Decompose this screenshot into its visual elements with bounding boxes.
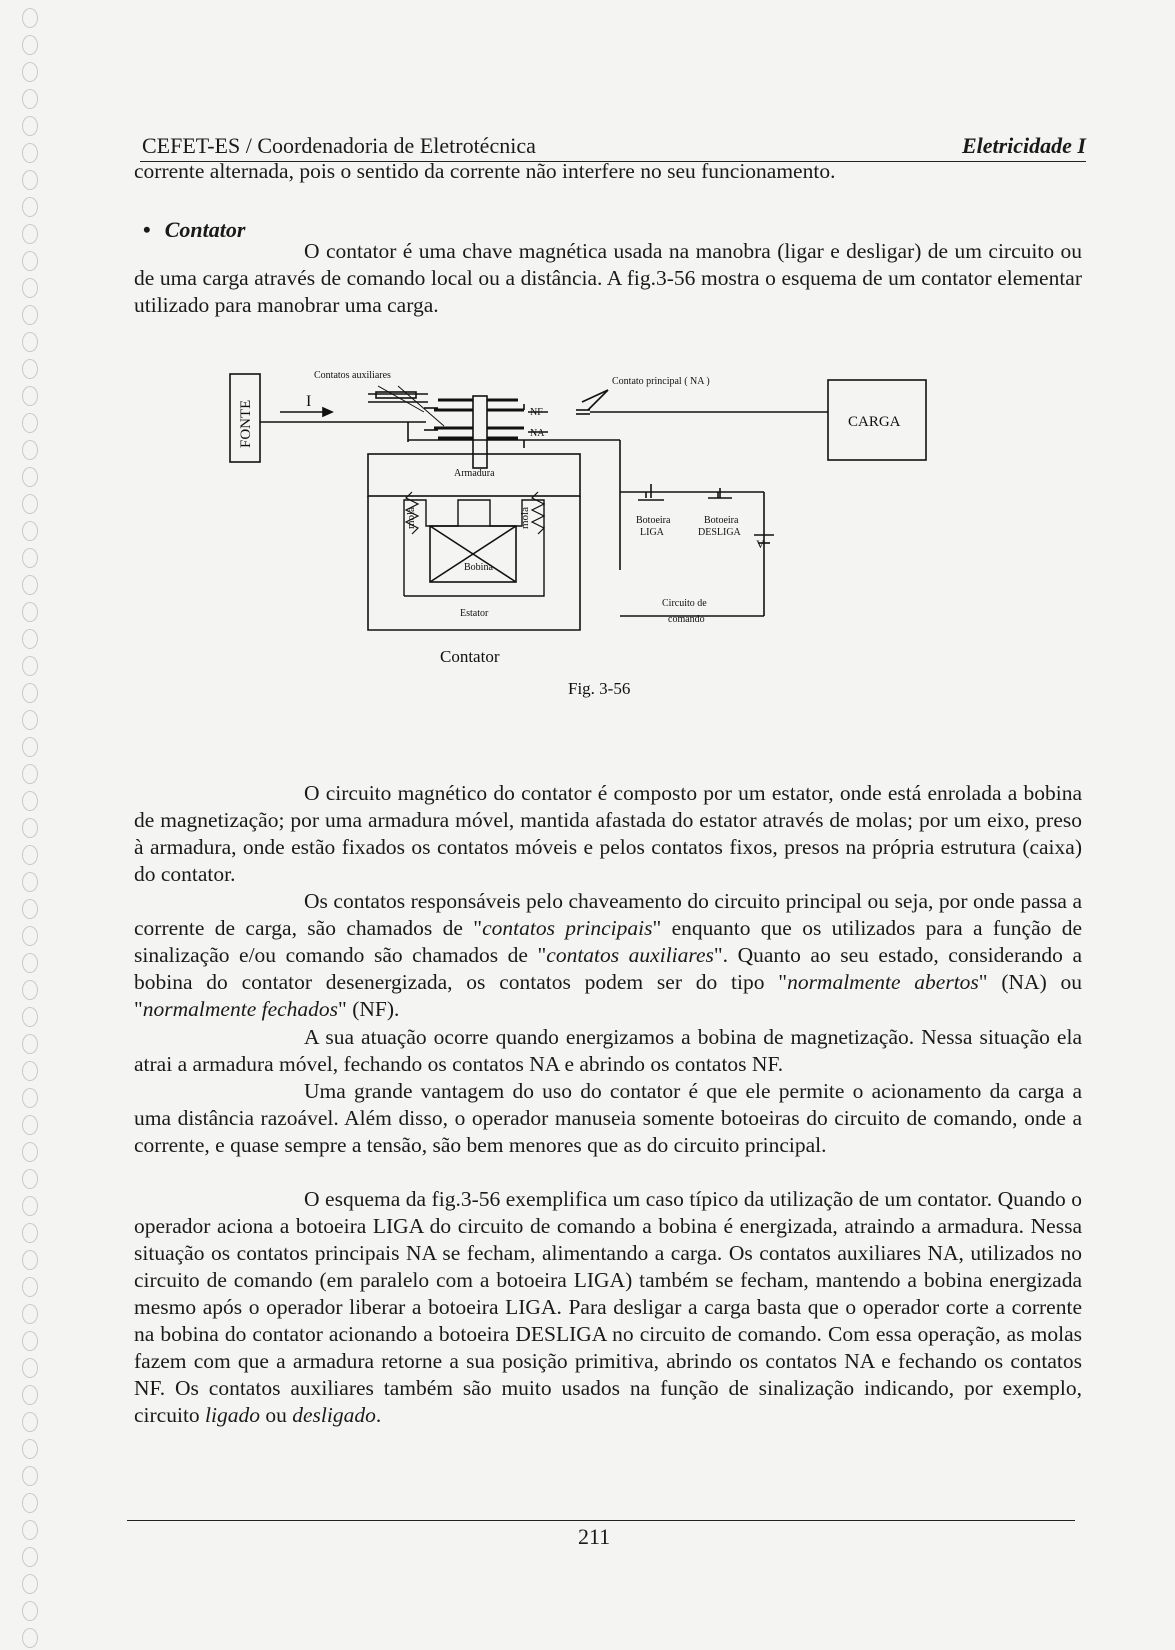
binding-hole: [22, 1169, 38, 1189]
binding-hole: [22, 1007, 38, 1027]
binding-hole: [22, 926, 38, 946]
binding-hole: [22, 1223, 38, 1243]
binding-hole: [22, 521, 38, 541]
intro-line: corrente alternada, pois o sentido da corrente não interfere no seu funcionamento.: [134, 159, 836, 183]
label-botoeira-desliga-1: Botoeira: [704, 515, 739, 526]
binding-hole: [22, 1358, 38, 1378]
binding-hole: [22, 1385, 38, 1405]
label-bobina: Bobina: [464, 562, 493, 573]
binding-hole: [22, 1061, 38, 1081]
paragraph-contacts: Os contatos responsáveis pelo chaveamento do circuito principal ou seja, por onde passa a corrente de carga, são chamados de "contatos principais" enquanto que os utilizados para a função de sinalização e/ou comando são chamados de "contatos auxiliares". Quanto ao seu estado, considerando a bobina do contator desenergizada, os contatos podem ser do tipo "normalmente abertos" (NA) ou "normalmente fechados" (NF).: [134, 889, 1083, 1021]
binding-hole: [22, 1493, 38, 1513]
binding-hole: [22, 737, 38, 757]
binding-hole: [22, 413, 38, 433]
paragraph-example: O esquema da fig.3-56 exemplifica um caso típico da utilização de um contator. Quando o operador aciona a botoeira LIGA do circuito de comando a bobina é energizada, atraindo a armadura. Nessa situação os contatos principais NA se fecham, alimentando a carga. Os contatos auxiliares NA, utilizados no circuito de comando (em paralelo com a botoeira LIGA) também se fecham, mantendo a bobina energizada mesmo após o operador liberar a botoeira LIGA. Para desligar a carga basta que o operador corte a corrente na bobina do contator acionando a botoeira DESLIGA no circuito de comando. Com essa operação, as molas fazem com que a armadura retorne a sua posição primitiva, abrindo os contatos NA e fechando os contatos NF. Os contatos auxiliares também são muito usados na função de sinalização indicando, por exemplo, circuito ligado ou desligado.: [134, 1187, 1082, 1427]
binding-hole: [22, 791, 38, 811]
label-aux-contacts: Contatos auxiliares: [314, 370, 391, 381]
paragraph-magnetic-circuit: O circuito magnético do contator é composto por um estator, onde está enrolada a bobina de magnetização; por uma armadura móvel, mantida afastada do estator através de molas; por um eixo, preso à armadura, onde estão fixados os contatos móveis e pelos contatos fixos, presos na própria estrutura (caixa) do contator.: [134, 781, 1082, 886]
binding-hole: [22, 35, 38, 55]
binding-hole: [22, 1439, 38, 1459]
binding-hole: [22, 1601, 38, 1621]
label-botoeira-liga-2: LIGA: [640, 527, 664, 538]
binding-hole: [22, 1115, 38, 1135]
binding-hole: [22, 953, 38, 973]
binding-hole: [22, 845, 38, 865]
binding-hole: [22, 1628, 38, 1648]
header-course: Eletricidade I: [961, 133, 1086, 158]
binding-hole: [22, 1196, 38, 1216]
label-voltage: V: [756, 537, 765, 551]
binding-hole: [22, 332, 38, 352]
label-contator: Contator: [440, 647, 500, 666]
section-title: Contator: [164, 217, 246, 242]
binding-hole: [22, 467, 38, 487]
binding-hole: [22, 1142, 38, 1162]
binding-hole: [22, 1250, 38, 1270]
binding-hole: [22, 1331, 38, 1351]
binding-hole: [22, 386, 38, 406]
binding-hole: [22, 305, 38, 325]
binding-hole: [22, 764, 38, 784]
binding-hole: [22, 710, 38, 730]
label-nf: NF: [530, 407, 543, 418]
binding-hole: [22, 548, 38, 568]
binding-hole: [22, 251, 38, 271]
footer-rule: [127, 1520, 1075, 1521]
binding-hole: [22, 575, 38, 595]
paragraph-advantage: Uma grande vantagem do uso do contator é que ele permite o acionamento da carga a uma distância razoável. Além disso, o operador manuseia somente botoeiras do circuito de comando, onde a corrente, e quase sempre a tensão, são bem menores que as do circuito principal.: [134, 1079, 1082, 1157]
binding-holes: [16, 0, 46, 1650]
binding-hole: [22, 818, 38, 838]
contator-diagram: [228, 370, 998, 730]
binding-hole: [22, 89, 38, 109]
label-mola-left: mola: [405, 507, 417, 529]
binding-hole: [22, 224, 38, 244]
label-circuito-1: Circuito de: [662, 598, 707, 609]
binding-hole: [22, 1547, 38, 1567]
binding-hole: [22, 980, 38, 1000]
binding-hole: [22, 629, 38, 649]
header-institution: CEFET-ES / Coordenadoria de Eletrotécnica: [142, 133, 536, 158]
binding-hole: [22, 143, 38, 163]
figure-caption: Fig. 3-56: [568, 679, 631, 698]
binding-hole: [22, 8, 38, 28]
binding-hole: [22, 62, 38, 82]
binding-hole: [22, 494, 38, 514]
label-armadura: Armadura: [454, 468, 495, 479]
binding-hole: [22, 1574, 38, 1594]
label-circuito-2: comando: [668, 614, 705, 625]
binding-hole: [22, 170, 38, 190]
binding-hole: [22, 116, 38, 136]
label-carga: CARGA: [848, 414, 901, 430]
label-mola-right: mola: [519, 507, 531, 529]
binding-hole: [22, 1520, 38, 1540]
binding-hole: [22, 278, 38, 298]
binding-hole: [22, 683, 38, 703]
label-botoeira-liga-1: Botoeira: [636, 515, 671, 526]
binding-hole: [22, 1088, 38, 1108]
binding-hole: [22, 602, 38, 622]
paragraph-actuation: A sua atuação ocorre quando energizamos a bobina de magnetização. Nessa situação ela atrai a armadura móvel, fechando os contatos NA e abrindo os contatos NF.: [134, 1025, 1082, 1076]
page-number: 211: [578, 1524, 611, 1549]
binding-hole: [22, 1304, 38, 1324]
binding-hole: [22, 872, 38, 892]
label-main-contact: Contato principal ( NA ): [612, 376, 710, 387]
paragraph-intro: O contator é uma chave magnética usada na manobra (ligar e desligar) de um circuito ou de uma carga através de comando local ou a distância. A fig.3-56 mostra o esquema de um contator elementar utilizado para manobrar uma carga.: [134, 239, 1082, 317]
label-botoeira-desliga-2: DESLIGA: [698, 527, 741, 538]
label-fonte: FONTE: [238, 399, 254, 448]
binding-hole: [22, 1466, 38, 1486]
bullet-icon: •: [143, 217, 151, 242]
binding-hole: [22, 656, 38, 676]
binding-hole: [22, 1277, 38, 1297]
binding-hole: [22, 899, 38, 919]
binding-hole: [22, 1412, 38, 1432]
label-estator: Estator: [460, 608, 489, 619]
label-na: NA: [530, 428, 545, 439]
binding-hole: [22, 440, 38, 460]
label-current: I: [306, 393, 312, 410]
binding-hole: [22, 197, 38, 217]
binding-hole: [22, 359, 38, 379]
binding-hole: [22, 1034, 38, 1054]
